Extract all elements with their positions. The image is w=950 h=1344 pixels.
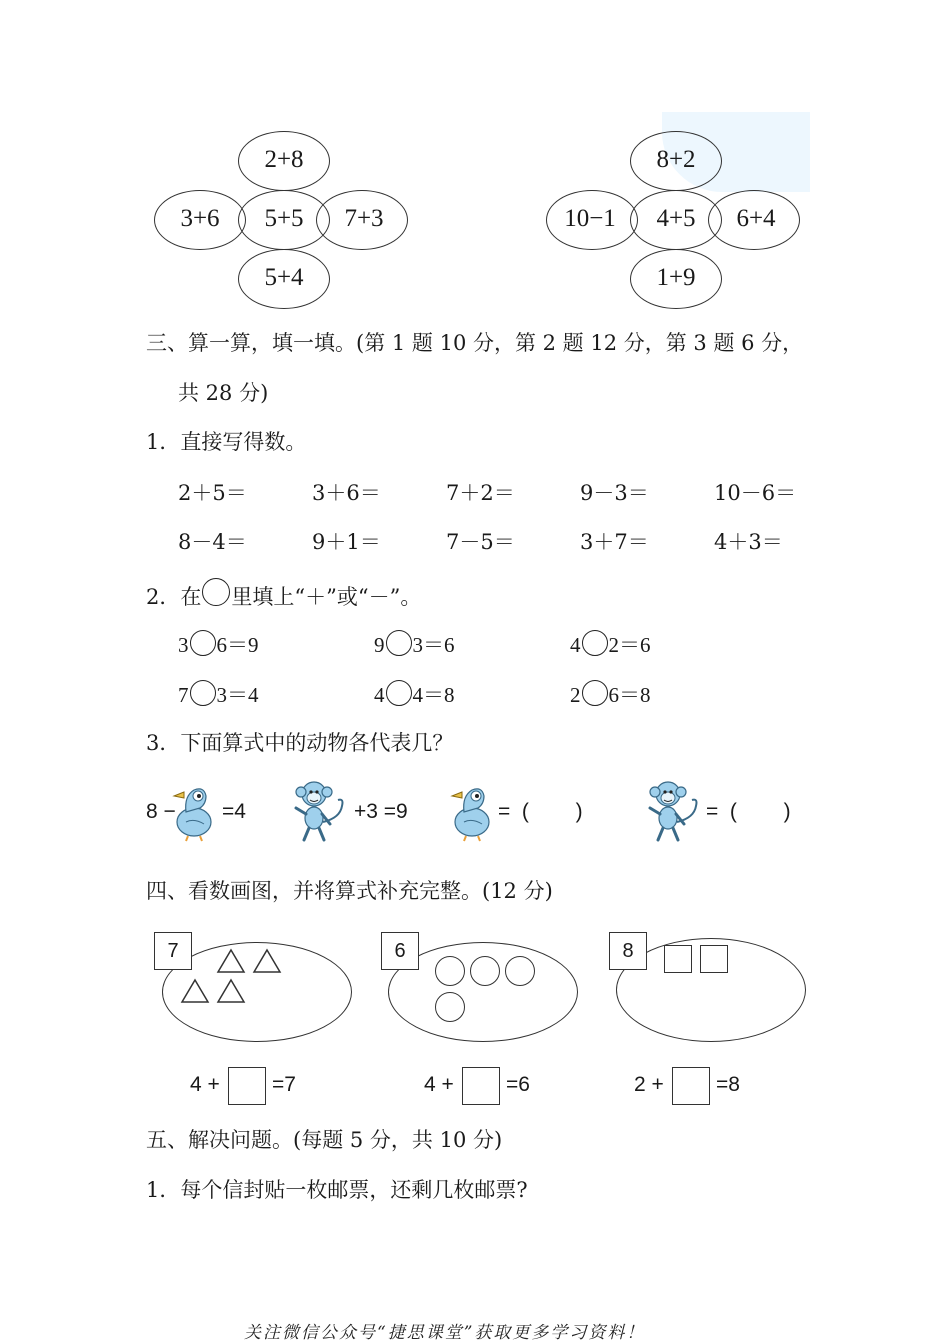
flower-label-right: 7+3 (344, 205, 384, 232)
fill-item: 9 3＝6 (374, 629, 455, 659)
triangle-icon (216, 978, 246, 1004)
answer-circle[interactable] (190, 630, 216, 656)
fill-item: 7 3＝4 (178, 679, 259, 709)
flower-label-left: 10−1 (564, 205, 616, 232)
calc-item: 2＋5＝ (178, 481, 247, 505)
calc-item: 7－5＝ (446, 530, 515, 554)
answer-box[interactable] (672, 1067, 710, 1105)
q1-title: 1．直接写得数。 (146, 430, 307, 454)
flower-label-top: 2+8 (264, 146, 304, 173)
monkey-icon (290, 778, 350, 844)
square-icon (664, 945, 692, 973)
fill-item: 3 6＝9 (178, 629, 259, 659)
eq2-post: +3 =9 (354, 800, 408, 823)
answer-circle[interactable] (582, 630, 608, 656)
number-box: 6 (381, 932, 419, 970)
triangle-icon (252, 948, 282, 974)
answer-box[interactable] (228, 1067, 266, 1105)
footer-note: 关注微信公众号“捷思课堂”获取更多学习资料！ (244, 1323, 646, 1343)
number-box: 8 (609, 932, 647, 970)
duck-icon (450, 778, 498, 842)
answer-circle[interactable] (386, 630, 412, 656)
triangle-icon (216, 948, 246, 974)
calc-item: 10－6＝ (714, 481, 797, 505)
calc-item: 8－4＝ (178, 530, 247, 554)
eq1-pre: 8 − (146, 800, 176, 823)
circle-icon (505, 956, 535, 986)
s5-q1-text: 1．每个信封贴一枚邮票，还剩几枚邮票? (146, 1178, 528, 1202)
flower-label-bottom: 5+4 (264, 264, 304, 291)
section-3-heading: 三、算一算，填一填。(第 1 题 10 分，第 2 题 12 分，第 3 题 6 分， (146, 331, 804, 355)
number-box: 7 (154, 932, 192, 970)
eq-post: =7 (272, 1073, 296, 1096)
section-3-heading-cont: 共 28 分) (178, 381, 269, 405)
flower-label-top: 8+2 (656, 146, 696, 173)
monkey-icon (644, 778, 704, 844)
eq3-post: = ( ) (498, 800, 583, 823)
answer-circle[interactable] (190, 680, 216, 706)
triangle-icon (180, 978, 210, 1004)
duck-icon (172, 778, 220, 842)
flower-label-left: 3+6 (180, 205, 220, 232)
blank-circle-icon (202, 578, 230, 606)
fill-item: 4 2＝6 (570, 629, 651, 659)
calc-item: 7＋2＝ (446, 481, 515, 505)
flower-label-center: 4+5 (656, 205, 696, 232)
eq4-post: = ( ) (706, 800, 791, 823)
flower-label-center: 5+5 (264, 205, 304, 232)
circle-icon (470, 956, 500, 986)
eq-post: =6 (506, 1073, 530, 1096)
calc-item: 9－3＝ (580, 481, 649, 505)
q3-title: 3．下面算式中的动物各代表几？ (146, 731, 454, 755)
circle-icon (435, 956, 465, 986)
fill-item: 2 6＝8 (570, 679, 651, 709)
section-4-heading: 四、看数画图，并将算式补充完整。(12 分) (146, 879, 553, 903)
eq-pre: 4 + (190, 1073, 220, 1096)
eq-pre: 2 + (634, 1073, 664, 1096)
eq-post: =8 (716, 1073, 740, 1096)
section-5-heading: 五、解决问题。(每题 5 分，共 10 分) (146, 1128, 503, 1152)
circle-icon (435, 992, 465, 1022)
answer-circle[interactable] (582, 680, 608, 706)
square-icon (700, 945, 728, 973)
q2-title-pre: 2．在 (146, 585, 202, 609)
calc-item: 4＋3＝ (714, 530, 783, 554)
fill-item: 4 4＝8 (374, 679, 455, 709)
flower-label-bottom: 1+9 (656, 264, 696, 291)
q2-title-post: 里填上“＋”或“－”。 (231, 585, 422, 609)
calc-item: 9＋1＝ (312, 530, 381, 554)
q2-title (146, 578, 421, 611)
calc-item: 3＋7＝ (580, 530, 649, 554)
answer-circle[interactable] (386, 680, 412, 706)
calc-item: 3＋6＝ (312, 481, 381, 505)
eq1-post: =4 (222, 800, 246, 823)
flower-label-right: 6+4 (736, 205, 776, 232)
eq-pre: 4 + (424, 1073, 454, 1096)
answer-box[interactable] (462, 1067, 500, 1105)
